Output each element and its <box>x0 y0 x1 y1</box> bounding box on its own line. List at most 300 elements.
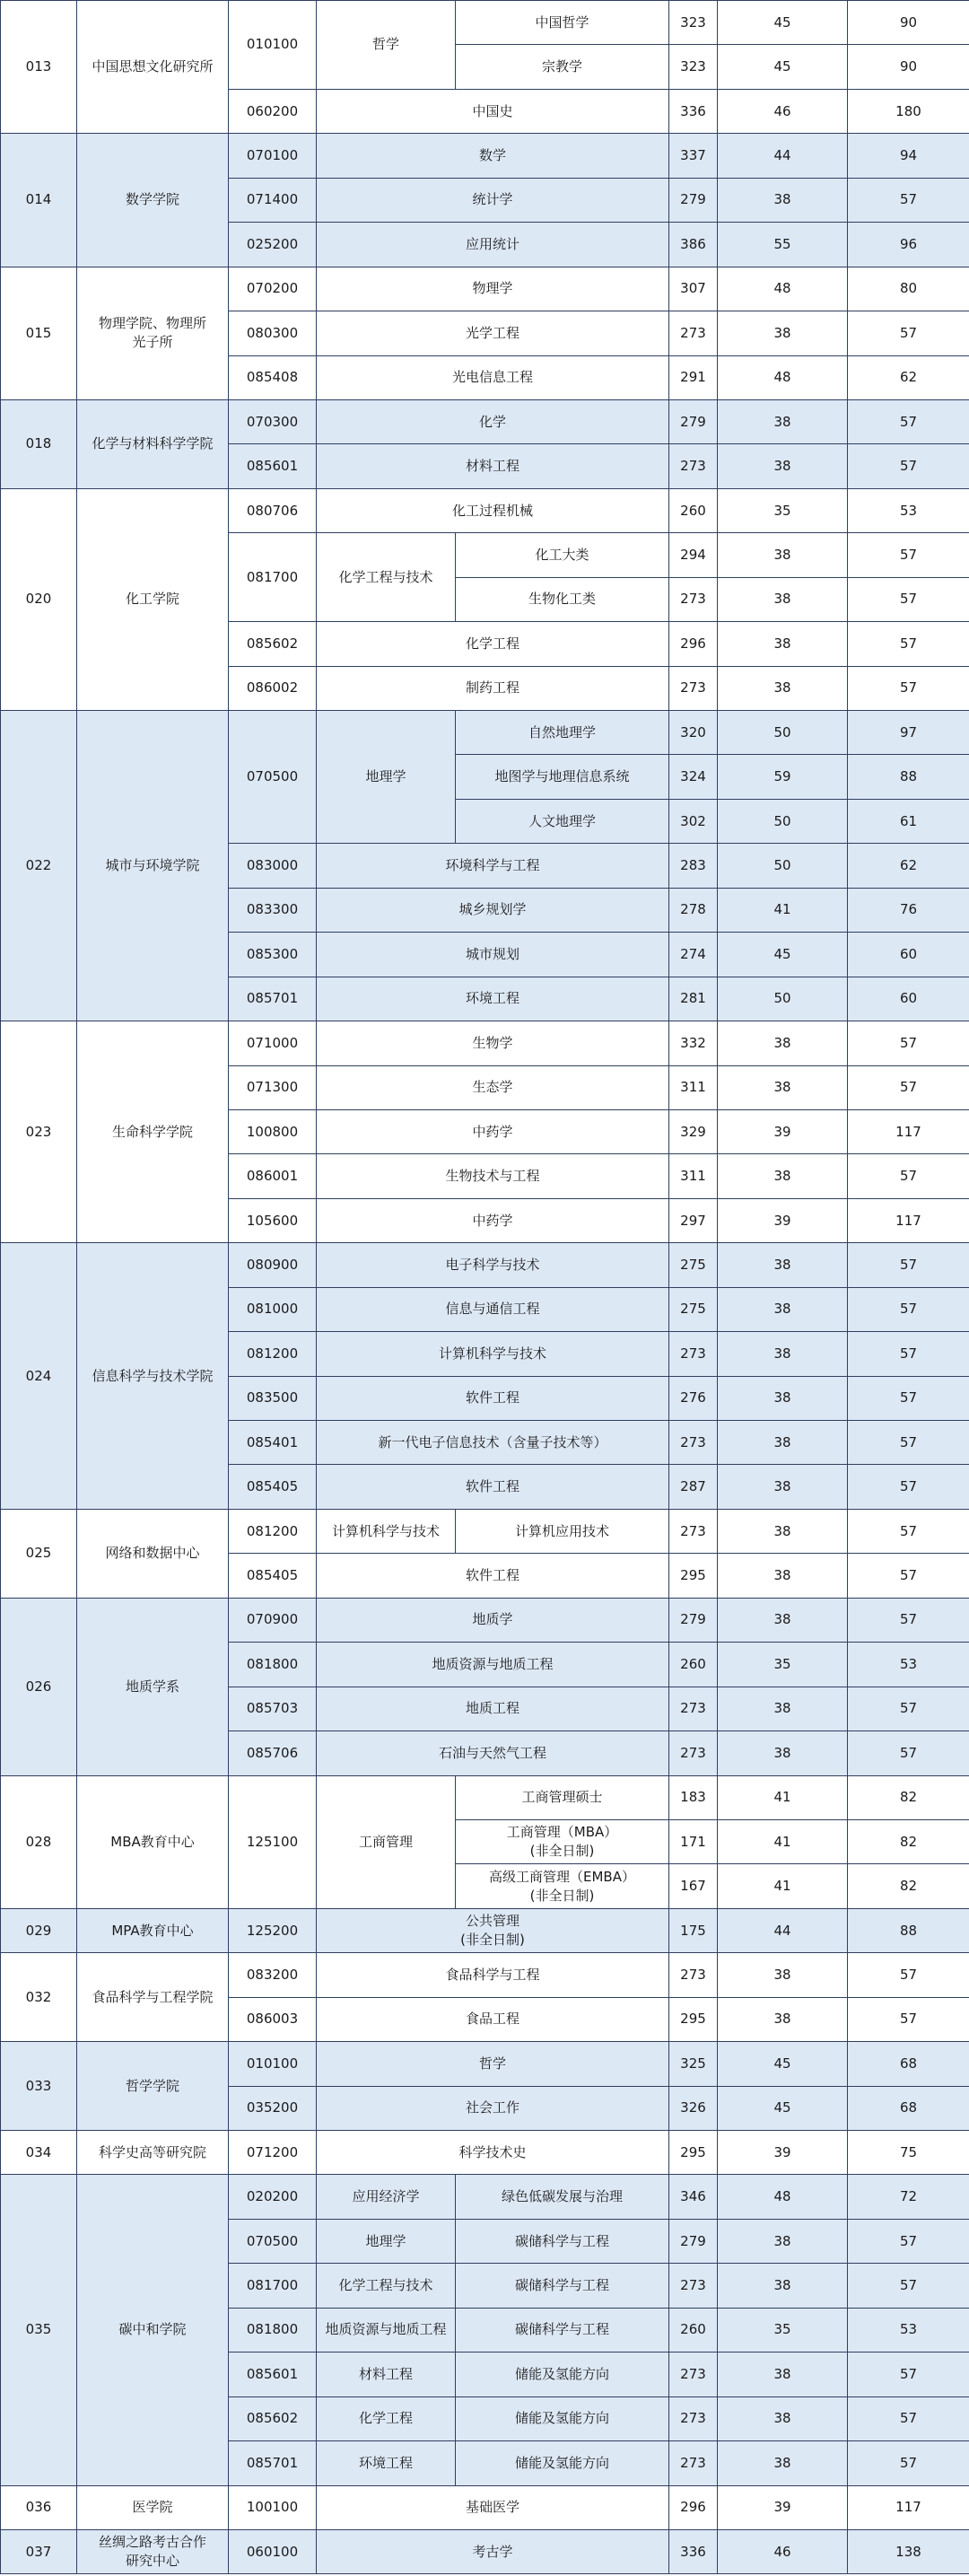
total-score: 167 <box>669 1864 718 1908</box>
major-name: 基础医学 <box>317 2485 669 2529</box>
multi-subject-score: 57 <box>848 1554 969 1598</box>
major-code: 085401 <box>229 1421 317 1465</box>
major-name: 光电信息工程 <box>317 355 669 399</box>
multi-subject-score: 82 <box>848 1775 969 1819</box>
major-name: 光学工程 <box>317 311 669 355</box>
major-name: 食品科学与工程 <box>317 1953 669 1997</box>
unit-name: 科学史高等研究院 <box>77 2131 229 2175</box>
major-name: 地质学 <box>317 1598 669 1642</box>
major-code: 010100 <box>229 2042 317 2086</box>
multi-subject-score: 57 <box>848 533 969 577</box>
major-code: 085701 <box>229 2441 317 2485</box>
major-name: 环境工程 <box>317 2441 456 2485</box>
major-code: 071000 <box>229 1021 317 1065</box>
major-code: 085601 <box>229 444 317 488</box>
single-subject-score: 41 <box>718 1864 848 1908</box>
total-score: 311 <box>669 1065 718 1109</box>
major-code: 085602 <box>229 622 317 666</box>
research-direction: 碳储科学与工程 <box>456 2308 669 2352</box>
multi-subject-score: 138 <box>848 2529 969 2573</box>
major-name: 石油与天然气工程 <box>317 1731 669 1775</box>
total-score: 296 <box>669 622 718 666</box>
single-subject-score: 50 <box>718 844 848 888</box>
total-score: 260 <box>669 488 718 532</box>
major-name: 化学工程与技术 <box>317 2264 456 2308</box>
major-code: 081200 <box>229 1332 317 1376</box>
table-row <box>1 1953 969 1997</box>
unit-name: 食品科学与工程学院 <box>77 1953 229 2042</box>
major-code: 085300 <box>229 933 317 977</box>
single-subject-score: 38 <box>718 2219 848 2263</box>
research-direction: 计算机应用技术 <box>456 1509 669 1553</box>
total-score: 320 <box>669 711 718 755</box>
total-score: 295 <box>669 2131 718 2175</box>
total-score: 294 <box>669 533 718 577</box>
unit-name: 化工学院 <box>77 488 229 710</box>
single-subject-score: 41 <box>718 1775 848 1819</box>
major-code: 070900 <box>229 1598 317 1642</box>
multi-subject-score: 90 <box>848 45 969 89</box>
total-score: 273 <box>669 1509 718 1553</box>
major-name: 电子科学与技术 <box>317 1243 669 1287</box>
total-score: 273 <box>669 2441 718 2485</box>
multi-subject-score: 180 <box>848 89 969 133</box>
total-score: 273 <box>669 1332 718 1376</box>
major-code: 083500 <box>229 1376 317 1420</box>
multi-subject-score: 62 <box>848 355 969 399</box>
total-score: 283 <box>669 844 718 888</box>
single-subject-score: 45 <box>718 933 848 977</box>
total-score: 279 <box>669 178 718 222</box>
total-score: 175 <box>669 1908 718 1952</box>
multi-subject-score: 57 <box>848 1065 969 1109</box>
major-code: 071400 <box>229 178 317 222</box>
total-score: 183 <box>669 1775 718 1819</box>
multi-subject-score: 53 <box>848 1643 969 1687</box>
major-name: 应用统计 <box>317 223 669 267</box>
multi-subject-score: 57 <box>848 2264 969 2308</box>
single-subject-score: 38 <box>718 2353 848 2396</box>
single-subject-score: 38 <box>718 1598 848 1642</box>
major-code: 060200 <box>229 89 317 133</box>
single-subject-score: 48 <box>718 2175 848 2219</box>
major-code: 085703 <box>229 1687 317 1730</box>
unit-code: 035 <box>1 2175 77 2485</box>
table-row <box>1 1 969 45</box>
major-name: 中国史 <box>317 89 669 133</box>
total-score: 260 <box>669 2308 718 2352</box>
single-subject-score: 35 <box>718 1643 848 1687</box>
single-subject-score: 38 <box>718 1154 848 1198</box>
major-name: 物理学 <box>317 267 669 311</box>
major-code: 080900 <box>229 1243 317 1287</box>
multi-subject-score: 68 <box>848 2042 969 2086</box>
total-score: 323 <box>669 1 718 45</box>
total-score: 273 <box>669 2396 718 2440</box>
unit-name: 丝绸之路考古合作 研究中心 <box>77 2529 229 2573</box>
multi-subject-score: 57 <box>848 1287 969 1331</box>
table-row <box>1 488 969 532</box>
unit-name: MBA教育中心 <box>77 1775 229 1908</box>
multi-subject-score: 57 <box>848 1465 969 1509</box>
multi-subject-score: 57 <box>848 622 969 666</box>
multi-subject-score: 57 <box>848 2441 969 2485</box>
single-subject-score: 38 <box>718 1953 848 1997</box>
major-name: 数学 <box>317 134 669 178</box>
multi-subject-score: 57 <box>848 2219 969 2263</box>
total-score: 273 <box>669 1687 718 1730</box>
unit-code: 015 <box>1 267 77 399</box>
major-name: 化学工程 <box>317 622 669 666</box>
single-subject-score: 38 <box>718 1731 848 1775</box>
single-subject-score: 35 <box>718 488 848 532</box>
single-subject-score: 38 <box>718 2264 848 2308</box>
single-subject-score: 45 <box>718 2086 848 2130</box>
multi-subject-score: 61 <box>848 799 969 843</box>
single-subject-score: 55 <box>718 223 848 267</box>
major-name: 生物技术与工程 <box>317 1154 669 1198</box>
research-direction: 储能及氢能方向 <box>456 2396 669 2440</box>
multi-subject-score: 57 <box>848 2353 969 2396</box>
single-subject-score: 38 <box>718 311 848 355</box>
single-subject-score: 38 <box>718 2396 848 2440</box>
major-code: 085405 <box>229 1465 317 1509</box>
single-subject-score: 38 <box>718 399 848 443</box>
total-score: 273 <box>669 2353 718 2396</box>
multi-subject-score: 53 <box>848 488 969 532</box>
single-subject-score: 35 <box>718 2308 848 2352</box>
total-score: 326 <box>669 2086 718 2130</box>
major-name: 材料工程 <box>317 2353 456 2396</box>
major-name: 材料工程 <box>317 444 669 488</box>
single-subject-score: 44 <box>718 134 848 178</box>
single-subject-score: 45 <box>718 2042 848 2086</box>
multi-subject-score: 57 <box>848 1509 969 1553</box>
major-code: 086002 <box>229 666 317 710</box>
table-row <box>1 1598 969 1642</box>
research-direction: 化工大类 <box>456 533 669 577</box>
multi-subject-score: 75 <box>848 2131 969 2175</box>
table-row <box>1 1509 969 1553</box>
multi-subject-score: 57 <box>848 399 969 443</box>
major-code: 025200 <box>229 223 317 267</box>
major-name: 软件工程 <box>317 1465 669 1509</box>
total-score: 281 <box>669 977 718 1021</box>
total-score: 276 <box>669 1376 718 1420</box>
unit-name: 城市与环境学院 <box>77 711 229 1021</box>
research-direction: 高级工商管理（EMBA） (非全日制) <box>456 1864 669 1908</box>
major-code: 071300 <box>229 1065 317 1109</box>
table-row <box>1 1243 969 1287</box>
total-score: 275 <box>669 1287 718 1331</box>
total-score: 291 <box>669 355 718 399</box>
major-name: 工商管理 <box>317 1775 456 1908</box>
multi-subject-score: 117 <box>848 1198 969 1242</box>
total-score: 278 <box>669 888 718 932</box>
major-name: 生态学 <box>317 1065 669 1109</box>
unit-name: 网络和数据中心 <box>77 1509 229 1598</box>
table-row <box>1 2529 969 2573</box>
single-subject-score: 38 <box>718 1465 848 1509</box>
single-subject-score: 39 <box>718 2131 848 2175</box>
total-score: 260 <box>669 1643 718 1687</box>
total-score: 275 <box>669 1243 718 1287</box>
major-name: 环境科学与工程 <box>317 844 669 888</box>
single-subject-score: 38 <box>718 666 848 710</box>
major-code: 010100 <box>229 1 317 90</box>
total-score: 273 <box>669 311 718 355</box>
multi-subject-score: 57 <box>848 178 969 222</box>
unit-code: 023 <box>1 1021 77 1243</box>
single-subject-score: 38 <box>718 1243 848 1287</box>
multi-subject-score: 68 <box>848 2086 969 2130</box>
total-score: 297 <box>669 1198 718 1242</box>
unit-code: 033 <box>1 2042 77 2131</box>
major-code: 105600 <box>229 1198 317 1242</box>
total-score: 337 <box>669 134 718 178</box>
total-score: 295 <box>669 1554 718 1598</box>
major-code: 081700 <box>229 2264 317 2308</box>
major-name: 软件工程 <box>317 1376 669 1420</box>
unit-code: 032 <box>1 1953 77 2042</box>
total-score: 307 <box>669 267 718 311</box>
total-score: 273 <box>669 1731 718 1775</box>
major-name: 化学 <box>317 399 669 443</box>
research-direction: 地图学与地理信息系统 <box>456 755 669 799</box>
unit-code: 020 <box>1 488 77 710</box>
table-row <box>1 2175 969 2219</box>
total-score: 332 <box>669 1021 718 1065</box>
major-code: 080706 <box>229 488 317 532</box>
major-name: 软件工程 <box>317 1554 669 1598</box>
multi-subject-score: 88 <box>848 755 969 799</box>
single-subject-score: 41 <box>718 888 848 932</box>
unit-name: 碳中和学院 <box>77 2175 229 2485</box>
multi-subject-score: 60 <box>848 977 969 1021</box>
single-subject-score: 50 <box>718 711 848 755</box>
multi-subject-score: 80 <box>848 267 969 311</box>
major-name: 哲学 <box>317 1 456 90</box>
multi-subject-score: 53 <box>848 2308 969 2352</box>
table-row <box>1 1021 969 1065</box>
total-score: 273 <box>669 1421 718 1465</box>
multi-subject-score: 60 <box>848 933 969 977</box>
research-direction: 人文地理学 <box>456 799 669 843</box>
major-code: 125200 <box>229 1908 317 1952</box>
research-direction: 自然地理学 <box>456 711 669 755</box>
table-row <box>1 1775 969 1819</box>
single-subject-score: 38 <box>718 1997 848 2041</box>
multi-subject-score: 76 <box>848 888 969 932</box>
major-code: 085601 <box>229 2353 317 2396</box>
unit-name: 地质学系 <box>77 1598 229 1775</box>
multi-subject-score: 57 <box>848 1731 969 1775</box>
unit-code: 034 <box>1 2131 77 2175</box>
single-subject-score: 39 <box>718 1109 848 1153</box>
unit-name: 信息科学与技术学院 <box>77 1243 229 1510</box>
major-code: 081700 <box>229 533 317 622</box>
total-score: 273 <box>669 2264 718 2308</box>
major-code: 070500 <box>229 2219 317 2263</box>
multi-subject-score: 82 <box>848 1864 969 1908</box>
major-name: 科学技术史 <box>317 2131 669 2175</box>
major-code: 085706 <box>229 1731 317 1775</box>
total-score: 274 <box>669 933 718 977</box>
research-direction: 绿色低碳发展与治理 <box>456 2175 669 2219</box>
major-code: 081000 <box>229 1287 317 1331</box>
major-name: 化工过程机械 <box>317 488 669 532</box>
single-subject-score: 38 <box>718 1287 848 1331</box>
total-score: 287 <box>669 1465 718 1509</box>
multi-subject-score: 57 <box>848 444 969 488</box>
unit-code: 014 <box>1 134 77 267</box>
single-subject-score: 39 <box>718 2485 848 2529</box>
unit-name: 医学院 <box>77 2485 229 2529</box>
major-code: 070300 <box>229 399 317 443</box>
total-score: 279 <box>669 2219 718 2263</box>
multi-subject-score: 57 <box>848 577 969 621</box>
multi-subject-score: 57 <box>848 1598 969 1642</box>
unit-name: 生命科学学院 <box>77 1021 229 1243</box>
single-subject-score: 46 <box>718 89 848 133</box>
multi-subject-score: 117 <box>848 2485 969 2529</box>
major-code: 071200 <box>229 2131 317 2175</box>
single-subject-score: 45 <box>718 45 848 89</box>
total-score: 273 <box>669 577 718 621</box>
major-name: 公共管理 (非全日制) <box>317 1908 669 1952</box>
unit-code: 013 <box>1 1 77 134</box>
single-subject-score: 38 <box>718 622 848 666</box>
major-code: 070100 <box>229 134 317 178</box>
major-code: 081800 <box>229 1643 317 1687</box>
multi-subject-score: 90 <box>848 1 969 45</box>
major-code: 081800 <box>229 2308 317 2352</box>
single-subject-score: 38 <box>718 1376 848 1420</box>
major-code: 020200 <box>229 2175 317 2219</box>
major-name: 计算机科学与技术 <box>317 1509 456 1553</box>
single-subject-score: 38 <box>718 2441 848 2485</box>
major-name: 生物学 <box>317 1021 669 1065</box>
single-subject-score: 38 <box>718 533 848 577</box>
single-subject-score: 38 <box>718 1509 848 1553</box>
total-score: 329 <box>669 1109 718 1153</box>
research-direction: 碳储科学与工程 <box>456 2264 669 2308</box>
multi-subject-score: 57 <box>848 1687 969 1730</box>
single-subject-score: 38 <box>718 178 848 222</box>
total-score: 336 <box>669 2529 718 2573</box>
total-score: 336 <box>669 89 718 133</box>
major-name: 社会工作 <box>317 2086 669 2130</box>
major-name: 地理学 <box>317 711 456 844</box>
unit-code: 025 <box>1 1509 77 1598</box>
major-name: 中药学 <box>317 1109 669 1153</box>
major-code: 083200 <box>229 1953 317 1997</box>
major-name: 化学工程 <box>317 2396 456 2440</box>
multi-subject-score: 117 <box>848 1109 969 1153</box>
major-code: 083000 <box>229 844 317 888</box>
single-subject-score: 38 <box>718 1332 848 1376</box>
single-subject-score: 48 <box>718 355 848 399</box>
multi-subject-score: 57 <box>848 1997 969 2041</box>
unit-code: 036 <box>1 2485 77 2529</box>
table-row <box>1 399 969 443</box>
single-subject-score: 50 <box>718 977 848 1021</box>
single-subject-score: 41 <box>718 1819 848 1863</box>
multi-subject-score: 88 <box>848 1908 969 1952</box>
total-score: 273 <box>669 666 718 710</box>
major-name: 考古学 <box>317 2529 669 2573</box>
unit-name: 哲学学院 <box>77 2042 229 2131</box>
unit-code: 026 <box>1 1598 77 1775</box>
major-code: 086001 <box>229 1154 317 1198</box>
multi-subject-score: 94 <box>848 134 969 178</box>
total-score: 311 <box>669 1154 718 1198</box>
major-code: 081200 <box>229 1509 317 1553</box>
total-score: 296 <box>669 2485 718 2529</box>
unit-code: 022 <box>1 711 77 1021</box>
major-code: 070200 <box>229 267 317 311</box>
research-direction: 工商管理（MBA） (非全日制) <box>456 1819 669 1863</box>
multi-subject-score: 72 <box>848 2175 969 2219</box>
multi-subject-score: 62 <box>848 844 969 888</box>
multi-subject-score: 57 <box>848 666 969 710</box>
total-score: 279 <box>669 399 718 443</box>
research-direction: 中国哲学 <box>456 1 669 45</box>
single-subject-score: 44 <box>718 1908 848 1952</box>
total-score: 279 <box>669 1598 718 1642</box>
major-code: 085602 <box>229 2396 317 2440</box>
single-subject-score: 38 <box>718 444 848 488</box>
major-code: 080300 <box>229 311 317 355</box>
major-name: 中药学 <box>317 1198 669 1242</box>
major-name: 哲学 <box>317 2042 669 2086</box>
single-subject-score: 46 <box>718 2529 848 2573</box>
major-name: 新一代电子信息技术（含量子技术等） <box>317 1421 669 1465</box>
major-name: 统计学 <box>317 178 669 222</box>
single-subject-score: 38 <box>718 1554 848 1598</box>
table-row <box>1 2485 969 2529</box>
unit-code: 024 <box>1 1243 77 1510</box>
major-code: 060100 <box>229 2529 317 2573</box>
single-subject-score: 38 <box>718 1021 848 1065</box>
score-table-body <box>1 1 969 2574</box>
single-subject-score: 39 <box>718 1198 848 1242</box>
major-name: 计算机科学与技术 <box>317 1332 669 1376</box>
major-code: 086003 <box>229 1997 317 2041</box>
multi-subject-score: 57 <box>848 2396 969 2440</box>
multi-subject-score: 57 <box>848 1021 969 1065</box>
major-code: 035200 <box>229 2086 317 2130</box>
major-name: 食品工程 <box>317 1997 669 2041</box>
major-name: 应用经济学 <box>317 2175 456 2219</box>
total-score: 324 <box>669 755 718 799</box>
table-row <box>1 267 969 311</box>
total-score: 171 <box>669 1819 718 1863</box>
table-row <box>1 711 969 755</box>
major-code: 085408 <box>229 355 317 399</box>
single-subject-score: 38 <box>718 577 848 621</box>
major-name: 地理学 <box>317 2219 456 2263</box>
total-score: 302 <box>669 799 718 843</box>
major-code: 070500 <box>229 711 317 844</box>
major-code: 085701 <box>229 977 317 1021</box>
total-score: 273 <box>669 1953 718 1997</box>
unit-code: 037 <box>1 2529 77 2573</box>
research-direction: 生物化工类 <box>456 577 669 621</box>
major-name: 化学工程与技术 <box>317 533 456 622</box>
table-row <box>1 2131 969 2175</box>
major-code: 125100 <box>229 1775 317 1908</box>
